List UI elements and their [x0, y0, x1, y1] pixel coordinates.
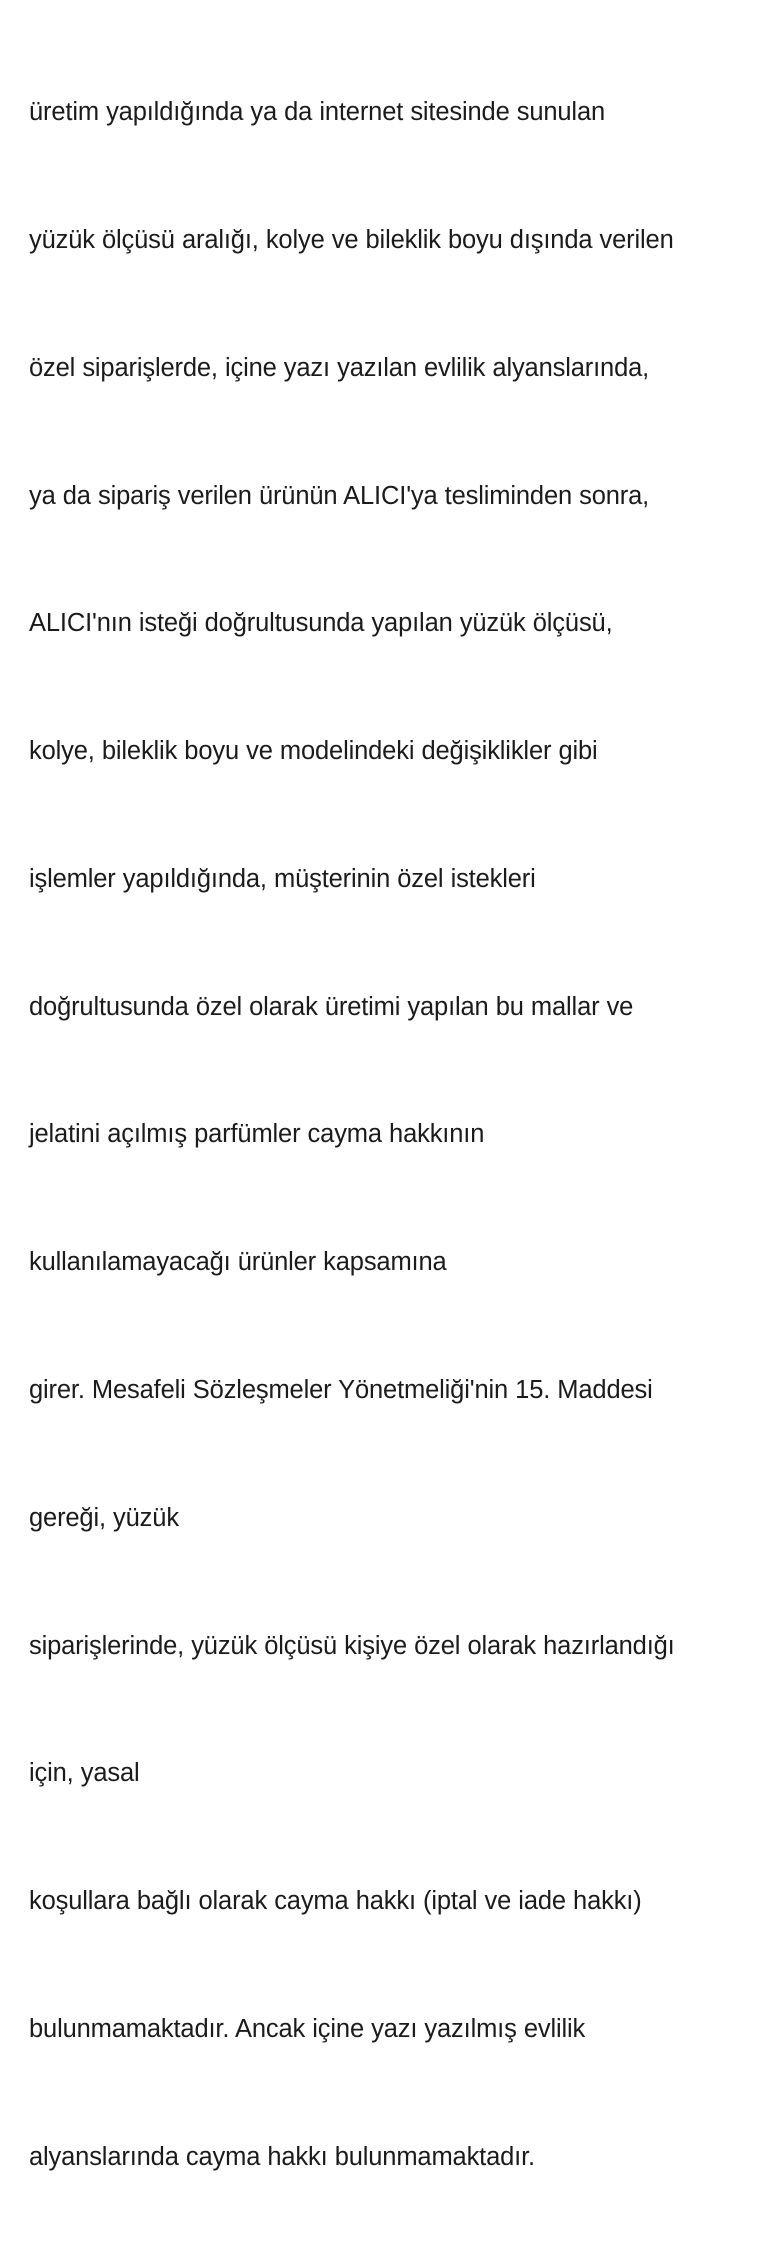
withdrawal-right-paragraph — [29, 6, 756, 2263]
text-line: girer. Mesafeli Sözleşmeler Yönetmeliği'nin 15. Maddesi — [29, 1376, 653, 1404]
text-line: doğrultusunda özel olarak üretimi yapılan bu mallar ve — [29, 992, 634, 1021]
text-line: yüzük ölçüsü aralığı, kolye ve bileklik boyu dışında verilen — [29, 225, 674, 254]
text-line: kolye, bileklik boyu ve modelindeki değişiklikler gibi — [29, 737, 598, 766]
text-line: jelatini açılmış parfümler cayma hakkının — [29, 1120, 485, 1149]
text-line: bulunmamaktadır. Ancak içine yazı yazılmış evlilik — [29, 2014, 586, 2043]
text-line: siparişlerinde, yüzük ölçüsü kişiye özel olarak hazırlandığı — [29, 1631, 675, 1660]
text-line: ya da sipariş verilen ürünün ALICI'ya tesliminden sonra, — [29, 481, 650, 510]
text-line: işlemler yapıldığında, müşterinin özel istekleri — [29, 864, 536, 893]
text-line: koşullara bağlı olarak cayma hakkı (iptal ve iade hakkı) — [29, 1887, 642, 1916]
text-line: için, yasal — [29, 1759, 140, 1788]
text-line: ALICI'nın isteği doğrultusunda yapılan yüzük ölçüsü, — [29, 609, 613, 638]
text-line: gereği, yüzük — [29, 1503, 179, 1532]
text-line: alyanslarında cayma hakkı bulunmamaktadır. — [29, 2142, 535, 2171]
text-line: kullanılamayacağı ürünler kapsamına — [29, 1248, 447, 1277]
text-line: özel siparişlerde, içine yazı yazılan evlilik alyanslarında, — [29, 353, 650, 382]
text-line: üretim yapıldığında ya da internet sitesinde sunulan — [29, 98, 606, 127]
